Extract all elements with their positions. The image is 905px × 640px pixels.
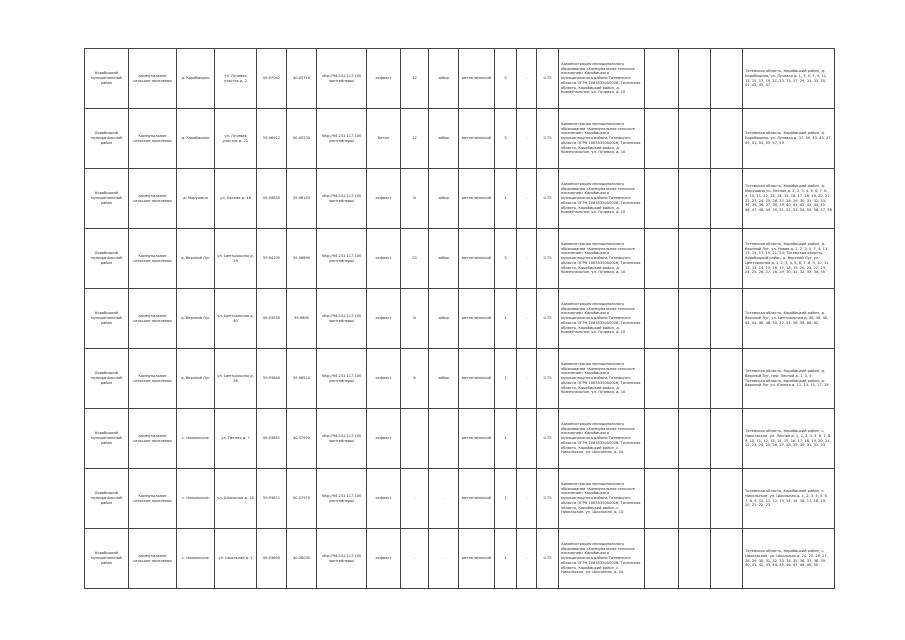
cell-area bbox=[401, 409, 429, 469]
cell-lat: 59.93611 bbox=[257, 469, 287, 529]
cell-owner: Администрация муниципального образования «Коммунальное сельское поселение» Коробицкого муниципального района Тотемского области ОГРН 1063535000026, Тотемская область, Коробицкий район, д. Коммунальное, ул. Лучевая, д. 10 bbox=[559, 49, 645, 109]
cell-locality: д. Верхний Луг bbox=[177, 289, 215, 349]
cell-surface: асфальт bbox=[367, 409, 401, 469]
cell-district: Коробицкий муниципальный район bbox=[85, 349, 129, 409]
cell-sources: Тотемская область, Коробицкий район, д. Верхний Луг, ул. Центральная д. 36, 38, 40, 42, 44, 46, 48, 50, 52, 54, 56, 58, 60, 62 bbox=[743, 289, 835, 349]
cell-lon: 39.98150 bbox=[287, 169, 317, 229]
cell-fence: - bbox=[429, 469, 459, 529]
cell-surface: асфальт bbox=[367, 49, 401, 109]
cell-district: Коробицкий муниципальный район bbox=[85, 229, 129, 289]
cell-address: ул. Центральная д. 29 bbox=[215, 229, 257, 289]
cell-lat: 59.97042 bbox=[257, 49, 287, 109]
table-row bbox=[85, 349, 835, 409]
cell-sources: Тотемская область, Коробицкий район, д. Верхний Луг, пер. Лесной д. 1, 3, 5; Тотемская область, Коробицкий район, д. Верхний Луг ул. Южная д. 11, 13, 15, 17, 19 bbox=[743, 349, 835, 409]
cell-fence: забор bbox=[429, 289, 459, 349]
cell-volume: 0.75 bbox=[537, 349, 559, 409]
empty-cell bbox=[711, 529, 743, 589]
cell-surface: асфальт bbox=[367, 469, 401, 529]
cell-settlement: Коммунальное сельское поселение bbox=[129, 409, 177, 469]
empty-cell bbox=[711, 349, 743, 409]
cell-surface: асфальт bbox=[367, 529, 401, 589]
cell-extra: - bbox=[517, 229, 537, 289]
cell-sources: Тотемская область, Коробицкий район, д. Марушино ул. Лесная д. 1, 2, 3, 4, 5, 6, 7, 8, 9, 10, 11, 12, 13, 14, 15, 16, 17, 18, 19, 20, 21, 22, 23, 24, 25, 26, 27, 28, 29, 30, 31, 32, 33, 34, 35, 36, 37, 38, 39, 40, 41, 42, 43, 44, 45, 46, 47, 48, 49, 50, 51, 52, 53, 54, 55, 56, 57, 58 bbox=[743, 169, 835, 229]
empty-cell bbox=[679, 169, 711, 229]
empty-cell bbox=[679, 529, 711, 589]
cell-owner: Администрация муниципального образования «Коммунальное сельское поселение» Коробицкого муниципального района Тотемского области ОГРН 1063535000026, Тотемская область, Коробицкий район, д. Коммунальное, ул. Лучевая, д. 10 bbox=[559, 169, 645, 229]
empty-cell bbox=[679, 109, 711, 169]
empty-cell bbox=[711, 289, 743, 349]
cell-extra: - bbox=[517, 289, 537, 349]
cell-extra: - bbox=[517, 469, 537, 529]
empty-cell bbox=[679, 409, 711, 469]
cell-bins: 3 bbox=[495, 49, 517, 109]
cell-sources: Тотемская область, Коробицкий район, с. Никольское, ул. Школьная д. 1, 2, 3, 4, 5, 6, 7, 8, 9, 10, 11, 12, 13, 14, 15, 16, 17, 18, 19, 20, 21, 22, 23 bbox=[743, 469, 835, 529]
cell-surface: асфальт bbox=[367, 229, 401, 289]
cell-area: - bbox=[401, 529, 429, 589]
cell-bins: 3 bbox=[495, 109, 517, 169]
cell-volume: 0.75 bbox=[537, 529, 559, 589]
cell-locality: д. Марушино bbox=[177, 169, 215, 229]
cell-uri: http://94.231.117.100 (контейнеры) bbox=[317, 289, 367, 349]
cell-bins: 1 bbox=[495, 529, 517, 589]
cell-surface: асфальт bbox=[367, 349, 401, 409]
cell-fence: - bbox=[429, 529, 459, 589]
cell-district: Коробицкий муниципальный район bbox=[85, 469, 129, 529]
cell-address: ул. Лучевая участок д. 2 bbox=[215, 49, 257, 109]
cell-locality: д. Верхний Луг bbox=[177, 349, 215, 409]
cell-sources: Тотемская область, Коробицкий район, с. Никольское, ул. Школьная д. 24, 25, 26, 27, 28, 29, 30, 31, 32, 33, 34, 35, 36, 37, 38, 39, 40, 41, 42, 43, 44, 45, 46, 47, 48, 49, 50 bbox=[743, 529, 835, 589]
cell-bin-type: металлический bbox=[459, 109, 495, 169]
cell-sources: Тотемская область, Коробицкий район, с. Никольское, ул. Лесная д. 1, 2, 3, 4, 5, 6, 7, 8, 9, 10, 11, 12, 13, 14, 15, 16, 17, 18, 19, 20, 21, 22, 23, 24, 25, 26, 27, 28, 29, 30, 31, 32, 33 bbox=[743, 409, 835, 469]
table-row bbox=[85, 469, 835, 529]
cell-surface: бетон bbox=[367, 109, 401, 169]
cell-surface: асфальт bbox=[367, 289, 401, 349]
table-row bbox=[85, 109, 835, 169]
cell-uri: http://94.231.117.100 (контейнеры) bbox=[317, 349, 367, 409]
table-row bbox=[85, 409, 835, 469]
cell-lat: 59.93930 bbox=[257, 289, 287, 349]
cell-owner: Администрация муниципального образования «Коммунальное сельское поселение» Коробицкого муниципального района Тотемского области ОГРН 1063535000026, Тотемская область, Коробицкий район, д. Коммунальное, ул. Лучевая, д. 10 bbox=[559, 229, 645, 289]
cell-volume: 0.75 bbox=[537, 289, 559, 349]
cell-volume: 0.75 bbox=[537, 409, 559, 469]
cell-area: - bbox=[401, 469, 429, 529]
cell-area: 8 bbox=[401, 169, 429, 229]
cell-owner: Администрация муниципального образования «Коммунальное сельское поселение» Коробицкого муниципального района Тотемского области ОГРН 1063535000026, Тотемская область, Коробицкий район, д. Коммунальное, ул. Лучевая, д. 10 bbox=[559, 349, 645, 409]
empty-cell bbox=[645, 529, 679, 589]
cell-volume: 0.75 bbox=[537, 229, 559, 289]
cell-owner: Администрация муниципального образования «Коммунальное сельское поселение» Коробицкого муниципального района Тотемского области ОГРН 1063535000026, Тотемская область, Коробицкий район, с. Никольское, ул. Школьная, д. 10 bbox=[559, 409, 645, 469]
cell-extra: - bbox=[517, 109, 537, 169]
cell-locality: д. Коробицино bbox=[177, 49, 215, 109]
cell-lat: 59.94205 bbox=[257, 229, 287, 289]
empty-cell bbox=[645, 469, 679, 529]
empty-cell bbox=[645, 169, 679, 229]
table-row bbox=[85, 289, 835, 349]
empty-cell bbox=[711, 109, 743, 169]
registry-body bbox=[85, 49, 835, 589]
cell-uri: http://94.231.117.100 (контейнеры) bbox=[317, 529, 367, 589]
cell-bin-type: металлический bbox=[459, 229, 495, 289]
cell-owner: Администрация муниципального образования «Коммунальное сельское поселение» Коробицкого муниципального района Тотемского области ОГРН 1063535000026, Тотемская область, Коробицкий район, д. Коммунальное, ул. Лучевая, д. 10 bbox=[559, 289, 645, 349]
empty-cell bbox=[645, 229, 679, 289]
cell-settlement: Коммунальное сельское поселение bbox=[129, 349, 177, 409]
cell-bin-type: металлический bbox=[459, 169, 495, 229]
cell-lon: 39.98690 bbox=[287, 229, 317, 289]
cell-address: ул. Школьная д. 1 bbox=[215, 529, 257, 589]
empty-cell bbox=[679, 349, 711, 409]
cell-address: ул. Лучевая участок д. 21 bbox=[215, 109, 257, 169]
cell-area: 12 bbox=[401, 49, 429, 109]
cell-settlement: Коммунальное сельское поселение bbox=[129, 49, 177, 109]
cell-district: Коробицкий муниципальный район bbox=[85, 289, 129, 349]
table-row bbox=[85, 169, 835, 229]
cell-locality: д. Коробицино bbox=[177, 109, 215, 169]
empty-cell bbox=[645, 109, 679, 169]
cell-owner: Администрация муниципального образования «Коммунальное сельское поселение» Коробицкого муниципального района Тотемского области ОГРН 1063535000026, Тотемская область, Коробицкий район, с. Никольское, ул. Школьная, д. 10 bbox=[559, 469, 645, 529]
cell-surface: асфальт bbox=[367, 169, 401, 229]
cell-district: Коробицкий муниципальный район bbox=[85, 109, 129, 169]
cell-bins: 3 bbox=[495, 229, 517, 289]
cell-extra: - bbox=[517, 349, 537, 409]
cell-lat: 59.93640 bbox=[257, 349, 287, 409]
cell-area: 12 bbox=[401, 109, 429, 169]
cell-district: Коробицкий муниципальный район bbox=[85, 529, 129, 589]
empty-cell bbox=[645, 409, 679, 469]
cell-area: 20 bbox=[401, 229, 429, 289]
cell-lat: 59.93891 bbox=[257, 409, 287, 469]
cell-bin-type: металлический bbox=[459, 49, 495, 109]
cell-owner: Администрация муниципального образования «Коммунальное сельское поселение» Коробицкого муниципального района Тотемского области ОГРН 1063535000026, Тотемская область, Коробицкий район, д. Коммунальное, ул. Лучевая, д. 10 bbox=[559, 109, 645, 169]
cell-bin-type: металлический bbox=[459, 349, 495, 409]
cell-lon: 39.9890 bbox=[287, 289, 317, 349]
cell-locality: с. Никольское bbox=[177, 469, 215, 529]
cell-address: ул. Школьная д. 18 bbox=[215, 469, 257, 529]
cell-lon: 39.98510 bbox=[287, 349, 317, 409]
cell-district: Коробицкий муниципальный район bbox=[85, 49, 129, 109]
empty-cell bbox=[679, 229, 711, 289]
cell-settlement: Коммунальное сельское поселение bbox=[129, 169, 177, 229]
cell-fence: забор bbox=[429, 169, 459, 229]
cell-district: Коробицкий муниципальный район bbox=[85, 409, 129, 469]
empty-cell bbox=[679, 289, 711, 349]
empty-cell bbox=[711, 169, 743, 229]
cell-fence: забор bbox=[429, 109, 459, 169]
cell-fence: забор bbox=[429, 349, 459, 409]
cell-bin-type: металлический bbox=[459, 409, 495, 469]
cell-bin-type: металлический bbox=[459, 289, 495, 349]
cell-fence: забор bbox=[429, 229, 459, 289]
cell-extra bbox=[517, 409, 537, 469]
cell-volume: 0.75 bbox=[537, 109, 559, 169]
empty-cell bbox=[711, 49, 743, 109]
cell-volume: 0.75 bbox=[537, 469, 559, 529]
cell-extra: - bbox=[517, 529, 537, 589]
cell-volume: 0.75 bbox=[537, 49, 559, 109]
cell-sources: Тотемская область, Коробицкий район, д. Верхний Луг, ул. Новая д. 1, 2, 3, 5, 7, 9, 11, 13, 15, 17, 19, 21, 23; Тотемская область, Коробицкий район, д. Верхний Луг, ул. Центральная д. 1, 2, 3, 4, 5, 6, 7, 8, 9, 10, 11, 12, 13, 14, 15, 16, 17, 18, 19, 20, 21, 22, 23, 24, 25, 26, 27, 28, 29, 30, 31, 32, 33, 34, 35 bbox=[743, 229, 835, 289]
cell-lon: 40.05716 bbox=[287, 49, 317, 109]
cell-bins: 1 bbox=[495, 409, 517, 469]
empty-cell bbox=[645, 349, 679, 409]
cell-extra: - bbox=[517, 169, 537, 229]
cell-locality: с. Никольское bbox=[177, 529, 215, 589]
registry-table bbox=[84, 48, 835, 589]
cell-volume: 0.75 bbox=[537, 169, 559, 229]
cell-lon: 40.07970 bbox=[287, 469, 317, 529]
cell-address: ул. Центральная д. 40 bbox=[215, 289, 257, 349]
cell-lat: 59.96912 bbox=[257, 109, 287, 169]
cell-bins: 1 bbox=[495, 349, 517, 409]
cell-bins: 1 bbox=[495, 469, 517, 529]
cell-owner: Администрация муниципального образования «Коммунальное сельское поселение» Коробицкого муниципального района Тотемского области ОГРН 1063535000026, Тотемская область, Коробицкий район, с. Никольское, ул. Школьная, д. 10 bbox=[559, 529, 645, 589]
cell-fence bbox=[429, 409, 459, 469]
cell-sources: Тотемская область, Коробицкий район, д. Коробицино, ул. Лучевая д. 37, 39, 43, 45, 47, 49, 51, 53, 55, 57, 59 bbox=[743, 109, 835, 169]
empty-cell bbox=[679, 469, 711, 529]
empty-cell bbox=[645, 49, 679, 109]
cell-uri: http://94.231.117.100 (контейнеры) bbox=[317, 49, 367, 109]
cell-area: 8 bbox=[401, 289, 429, 349]
cell-lat: 59.94835 bbox=[257, 169, 287, 229]
cell-fence: забор bbox=[429, 49, 459, 109]
cell-settlement: Коммунальное сельское поселение bbox=[129, 529, 177, 589]
cell-bins: 1 bbox=[495, 169, 517, 229]
cell-settlement: Коммунальное сельское поселение bbox=[129, 109, 177, 169]
cell-district: Коробицкий муниципальный район bbox=[85, 169, 129, 229]
table-row bbox=[85, 529, 835, 589]
cell-lat: 59.93693 bbox=[257, 529, 287, 589]
cell-area: 8 bbox=[401, 349, 429, 409]
cell-sources: Тотемская область, Коробицкий район, д. Коробицино, ул. Лучевая д. 1, 3, 5, 7, 9, 11, 13, 15, 17, 19, 21, 23, 25, 27, 29, 31, 33, 35, 41, 43, 45, 47 bbox=[743, 49, 835, 109]
table-row bbox=[85, 49, 835, 109]
empty-cell bbox=[711, 469, 743, 529]
cell-uri: http://94.231.117.100 (контейнеры) bbox=[317, 229, 367, 289]
cell-settlement: Коммунальное сельское поселение bbox=[129, 469, 177, 529]
cell-lon: 40.05233 bbox=[287, 109, 317, 169]
empty-cell bbox=[711, 409, 743, 469]
cell-bin-type: металлический bbox=[459, 529, 495, 589]
empty-cell bbox=[645, 289, 679, 349]
cell-locality: д. Верхний Луг bbox=[177, 229, 215, 289]
table-row bbox=[85, 229, 835, 289]
cell-lon: 40.07920 bbox=[287, 409, 317, 469]
cell-bin-type: металлический bbox=[459, 469, 495, 529]
cell-address: ул. Центральная д. 28 bbox=[215, 349, 257, 409]
cell-uri: http://94.231.117.100 (контейнеры) bbox=[317, 109, 367, 169]
cell-settlement: Коммунальное сельское поселение bbox=[129, 229, 177, 289]
cell-uri: http://94.231.117.100 (контейнеры) bbox=[317, 409, 367, 469]
cell-extra: - bbox=[517, 49, 537, 109]
empty-cell bbox=[711, 229, 743, 289]
cell-bins: 1 bbox=[495, 289, 517, 349]
cell-locality: с. Никольское bbox=[177, 409, 215, 469]
cell-uri: http://94.231.117.100 (контейнеры) bbox=[317, 169, 367, 229]
cell-address: ул. Лесная д. 18 bbox=[215, 169, 257, 229]
cell-uri: http://94.231.117.100 (контейнеры) bbox=[317, 469, 367, 529]
cell-settlement: Коммунальное сельское поселение bbox=[129, 289, 177, 349]
cell-address: ул. Лесная д. 7 bbox=[215, 409, 257, 469]
cell-lon: 40.08030 bbox=[287, 529, 317, 589]
empty-cell bbox=[679, 49, 711, 109]
